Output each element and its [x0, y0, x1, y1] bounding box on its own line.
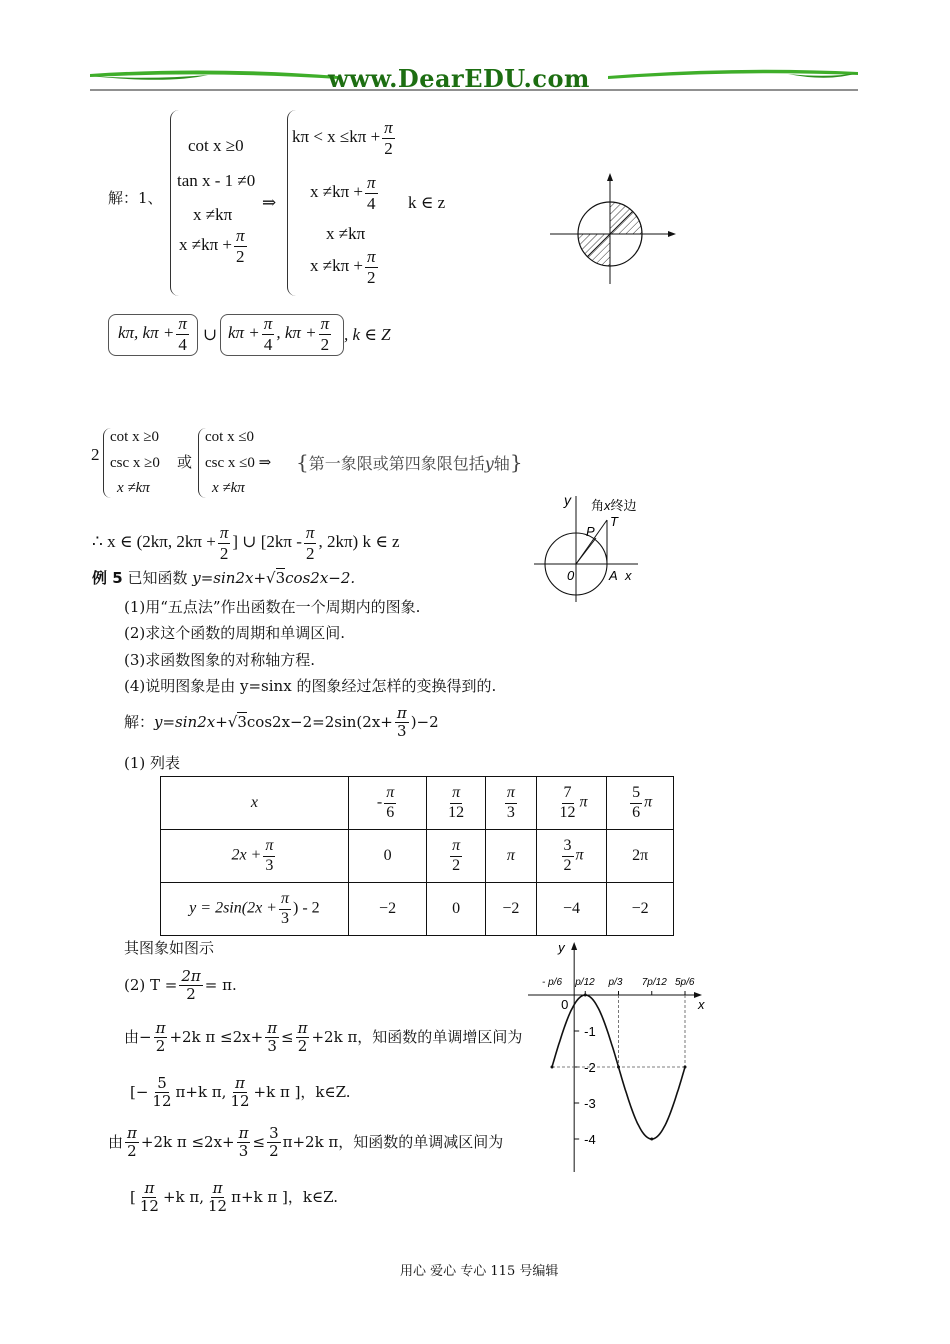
sol1-kset: k ∈ z [408, 193, 446, 212]
table-row [161, 777, 674, 830]
ex5-solution-line: 解：y=sin2x+√3cos2x−2=2sin(2x+ $\frac{\pi}{3}$ )−2 [124, 704, 439, 741]
ex5-list-label: (1) 列表 [124, 754, 181, 772]
fig2-y-label: y [564, 492, 571, 508]
decrease-interval: [ $\frac{\pi}{12}$ +k π, $\frac{\pi}{12}$ π+k π ]，k∈Z. [130, 1179, 338, 1216]
fig2-p-label: P [586, 524, 595, 539]
site-title: www.DearEDU.com [328, 64, 590, 93]
data-point [584, 994, 587, 997]
table-cell: −2 [607, 883, 674, 936]
table-cell: $\frac{3}{2}$ π [536, 830, 607, 883]
table-cell: $\frac{7}{12}$ π [536, 777, 607, 830]
fig2-t-label: T [610, 514, 618, 529]
x-tick-label: 5p/6 [675, 977, 695, 988]
fig2-o-label: 0 [567, 568, 575, 583]
table-cell: 2π [607, 830, 674, 883]
table-cell: $\frac{\pi}{12}$ [427, 777, 486, 830]
sol1-left-row-4: x ≠kπ + $\frac{\pi}{2}$ [179, 226, 245, 266]
sol2-label: 2 [91, 445, 100, 464]
sol2-a-row-3: x ≠kπ [117, 480, 150, 496]
sol1-right-row-4: x ≠kπ + $\frac{\pi}{2}$ [310, 247, 376, 287]
ex5-statement: 例 5 已知函数 y=sin2x+√3cos2x−2. [92, 569, 356, 587]
sol2-a-row-2: csc x ≥0 [110, 455, 160, 471]
y-tick-label: -2 [584, 1060, 596, 1075]
table-cell: $\frac{\pi}{3}$ [486, 777, 537, 830]
ex5-q1: (1)用“五点法”作出函数在一个周期内的图象. [124, 598, 421, 616]
sol1-union: ∪ [203, 325, 218, 344]
data-point [684, 1066, 687, 1069]
ex5-q4: (4)说明图象是由 y=sinx 的图象经过怎样的变换得到的. [124, 677, 497, 695]
table-head-y: y = 2sin(2x + $\frac{\pi}{3}$ ) - 2 [161, 883, 349, 936]
sol2-b-row-2: csc x ≤0 ⇒ [205, 455, 272, 471]
sol1-right-row-2: x ≠kπ + $\frac{\pi}{4}$ [310, 173, 376, 213]
x-tick-label: 7p/12 [641, 977, 667, 988]
ex5-q3: (3)求函数图象的对称轴方程. [124, 651, 316, 669]
table-row [161, 883, 674, 936]
sol1-result-tail: , k ∈ Z [344, 325, 391, 344]
table-cell: $\frac{\pi}{2}$ [427, 830, 486, 883]
table-cell: −2 [486, 883, 537, 936]
sol2-b-row-1: cot x ≤0 [205, 429, 255, 445]
y-axis-label: y [558, 940, 565, 955]
sol2-result: ∴ x ∈ (2kπ, 2kπ + $\frac{\pi}{2}$ ] ∪ [2kπ - $\frac{\pi}{2}$ , 2kπ) k ∈ z [92, 523, 400, 563]
y-tick-label: 0 [561, 997, 569, 1012]
x-axis-label: x [698, 997, 705, 1012]
fig2-x-label: x [625, 568, 632, 583]
sol1-left-row-1: cot x ≥0 [188, 136, 244, 155]
increase-interval: [− $\frac{5}{12}$ π+k π, $\frac{\pi}{12}$ +k π ]，k∈Z. [130, 1074, 351, 1111]
sol1-result-part-b: kπ + $\frac{\pi}{4}$ , kπ + $\frac{\pi}{2}$ [228, 314, 330, 354]
sol1-left-row-3: x ≠kπ [193, 205, 233, 224]
y-axis-arrow-icon [571, 942, 577, 950]
value-table [160, 776, 674, 936]
sol2-bracket-text: {第一象限或第四象限包括y轴} [296, 450, 523, 474]
x-tick-label: - p/6 [542, 977, 563, 988]
table-cell: 0 [348, 830, 426, 883]
table-cell: π [486, 830, 537, 883]
unit-circle-figure-2 [528, 488, 688, 606]
data-point [551, 1066, 554, 1069]
decrease-line: 由 $\frac{\pi}{2}$ +2k π ≤2x+ $\frac{\pi}{3}$ ≤ $\frac{3}{2}$ π+2k π，知函数的单调减区间为 [108, 1124, 504, 1161]
x-tick-label: p/3 [608, 977, 623, 988]
table-cell: $\frac{5}{6}$ π [607, 777, 674, 830]
sol2-a-row-1: cot x ≥0 [110, 429, 160, 445]
table-cell: −2 [348, 883, 426, 936]
sine-graph [520, 940, 730, 1180]
data-point [650, 1138, 653, 1141]
x-tick-label: p/12 [575, 977, 595, 988]
sol1-left-row-2: tan x - 1 ≠0 [177, 171, 256, 190]
data-point [617, 1066, 620, 1069]
header-banner [88, 62, 860, 96]
sol1-implies: ⇒ [262, 193, 277, 212]
sol2-or: 或 [177, 453, 193, 471]
table-cell: 0 [427, 883, 486, 936]
sol1-result-part-a: kπ, kπ + $\frac{\pi}{4}$ [118, 314, 187, 354]
table-head-x: x [161, 777, 349, 830]
table-row [161, 830, 674, 883]
y-tick-label: -3 [584, 1096, 596, 1111]
sol1-right-row-3: x ≠kπ [326, 224, 366, 243]
sol1-label: 解：1、 [108, 189, 163, 207]
unit-circle-figure-1 [548, 170, 680, 290]
graph-note: 其图象如图示 [124, 939, 215, 957]
fig2-angle-label: 角x终边 [591, 498, 637, 513]
table-cell: - $\frac{\pi}{6}$ [348, 777, 426, 830]
ex5-q2: (2)求这个函数的周期和单调区间. [124, 624, 346, 642]
sol1-right-row-1: kπ < x ≤kπ + $\frac{\pi}{2}$ [292, 118, 393, 158]
fig2-a-label: A [609, 568, 618, 583]
increase-line: 由− $\frac{\pi}{2}$ +2k π ≤2x+ $\frac{\pi}{3}$ ≤ $\frac{\pi}{2}$ +2k π，知函数的单调增区间为 [124, 1019, 523, 1056]
table-head-2x: 2x + $\frac{\pi}{3}$ [161, 830, 349, 883]
y-tick-label: -4 [584, 1132, 596, 1147]
sol2-b-row-3: x ≠kπ [212, 480, 245, 496]
table-cell: −4 [536, 883, 607, 936]
y-tick-label: -1 [584, 1024, 596, 1039]
page-footer: 用心 爱心 专心 115 号编辑 [400, 1264, 559, 1279]
period-line: (2) T = $\frac{2\pi}{2}$ = π. [124, 967, 237, 1004]
sol1-left-brace [170, 110, 179, 296]
